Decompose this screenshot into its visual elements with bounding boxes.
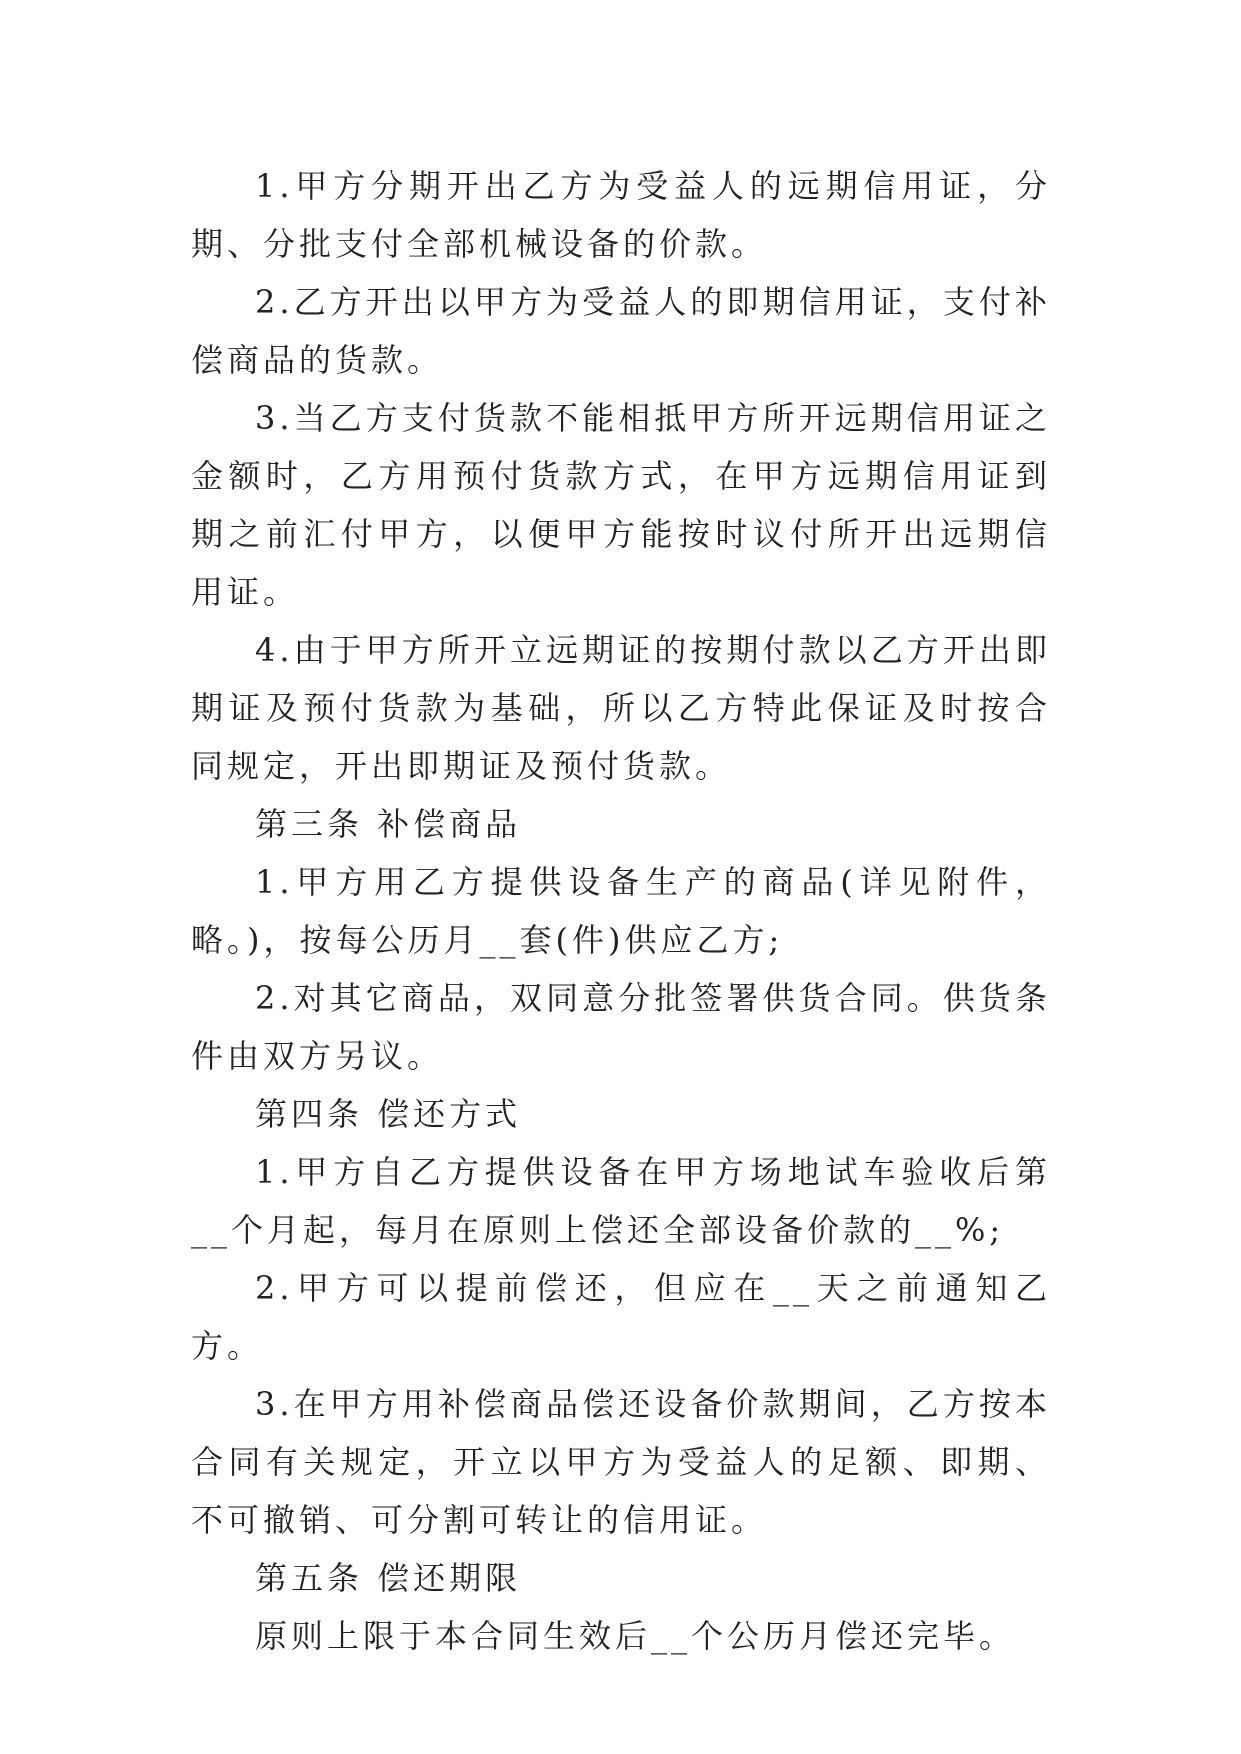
document-body	[191, 157, 1051, 1665]
paragraph-payment-4: 4.由于甲方所开立远期证的按期付款以乙方开出即期证及预付货款为基础，所以乙方特此保证及时按合同规定，开出即期证及预付货款。	[191, 631, 1051, 785]
paragraph-article-3-2: 2.对其它商品，双同意分批签署供货合同。供货条件由双方另议。	[191, 979, 1051, 1075]
paragraph-article-4-1: 1.甲方自乙方提供设备在甲方场地试车验收后第__个月起，每月在原则上偿还全部设备价款的__%;	[191, 1153, 1051, 1249]
paragraph-article-4-2: 2.甲方可以提前偿还，但应在__天之前通知乙方。	[191, 1269, 1051, 1365]
article-4-heading: 第四条 偿还方式	[255, 1095, 522, 1133]
article-3-heading: 第三条 补偿商品	[255, 805, 522, 843]
paragraph-article-4-3: 3.在甲方用补偿商品偿还设备价款期间，乙方按本合同有关规定，开立以甲方为受益人的足额、即期、不可撤销、可分割可转让的信用证。	[191, 1385, 1051, 1539]
paragraph-payment-3: 3.当乙方支付货款不能相抵甲方所开远期信用证之金额时，乙方用预付货款方式，在甲方远期信用证到期之前汇付甲方，以便甲方能按时议付所开出远期信用证。	[191, 399, 1051, 611]
paragraph-article-3-1: 1.甲方用乙方提供设备生产的商品(详见附件，略。)，按每公历月__套(件)供应乙方;	[191, 863, 1051, 959]
paragraph-payment-2: 2.乙方开出以甲方为受益人的即期信用证，支付补偿商品的货款。	[191, 283, 1051, 379]
paragraph-payment-1: 1.甲方分期开出乙方为受益人的远期信用证，分期、分批支付全部机械设备的价款。	[191, 167, 1051, 263]
paragraph-article-5-1: 原则上限于本合同生效后__个公历月偿还完毕。	[255, 1617, 1016, 1655]
article-5-heading: 第五条 偿还期限	[255, 1559, 522, 1597]
